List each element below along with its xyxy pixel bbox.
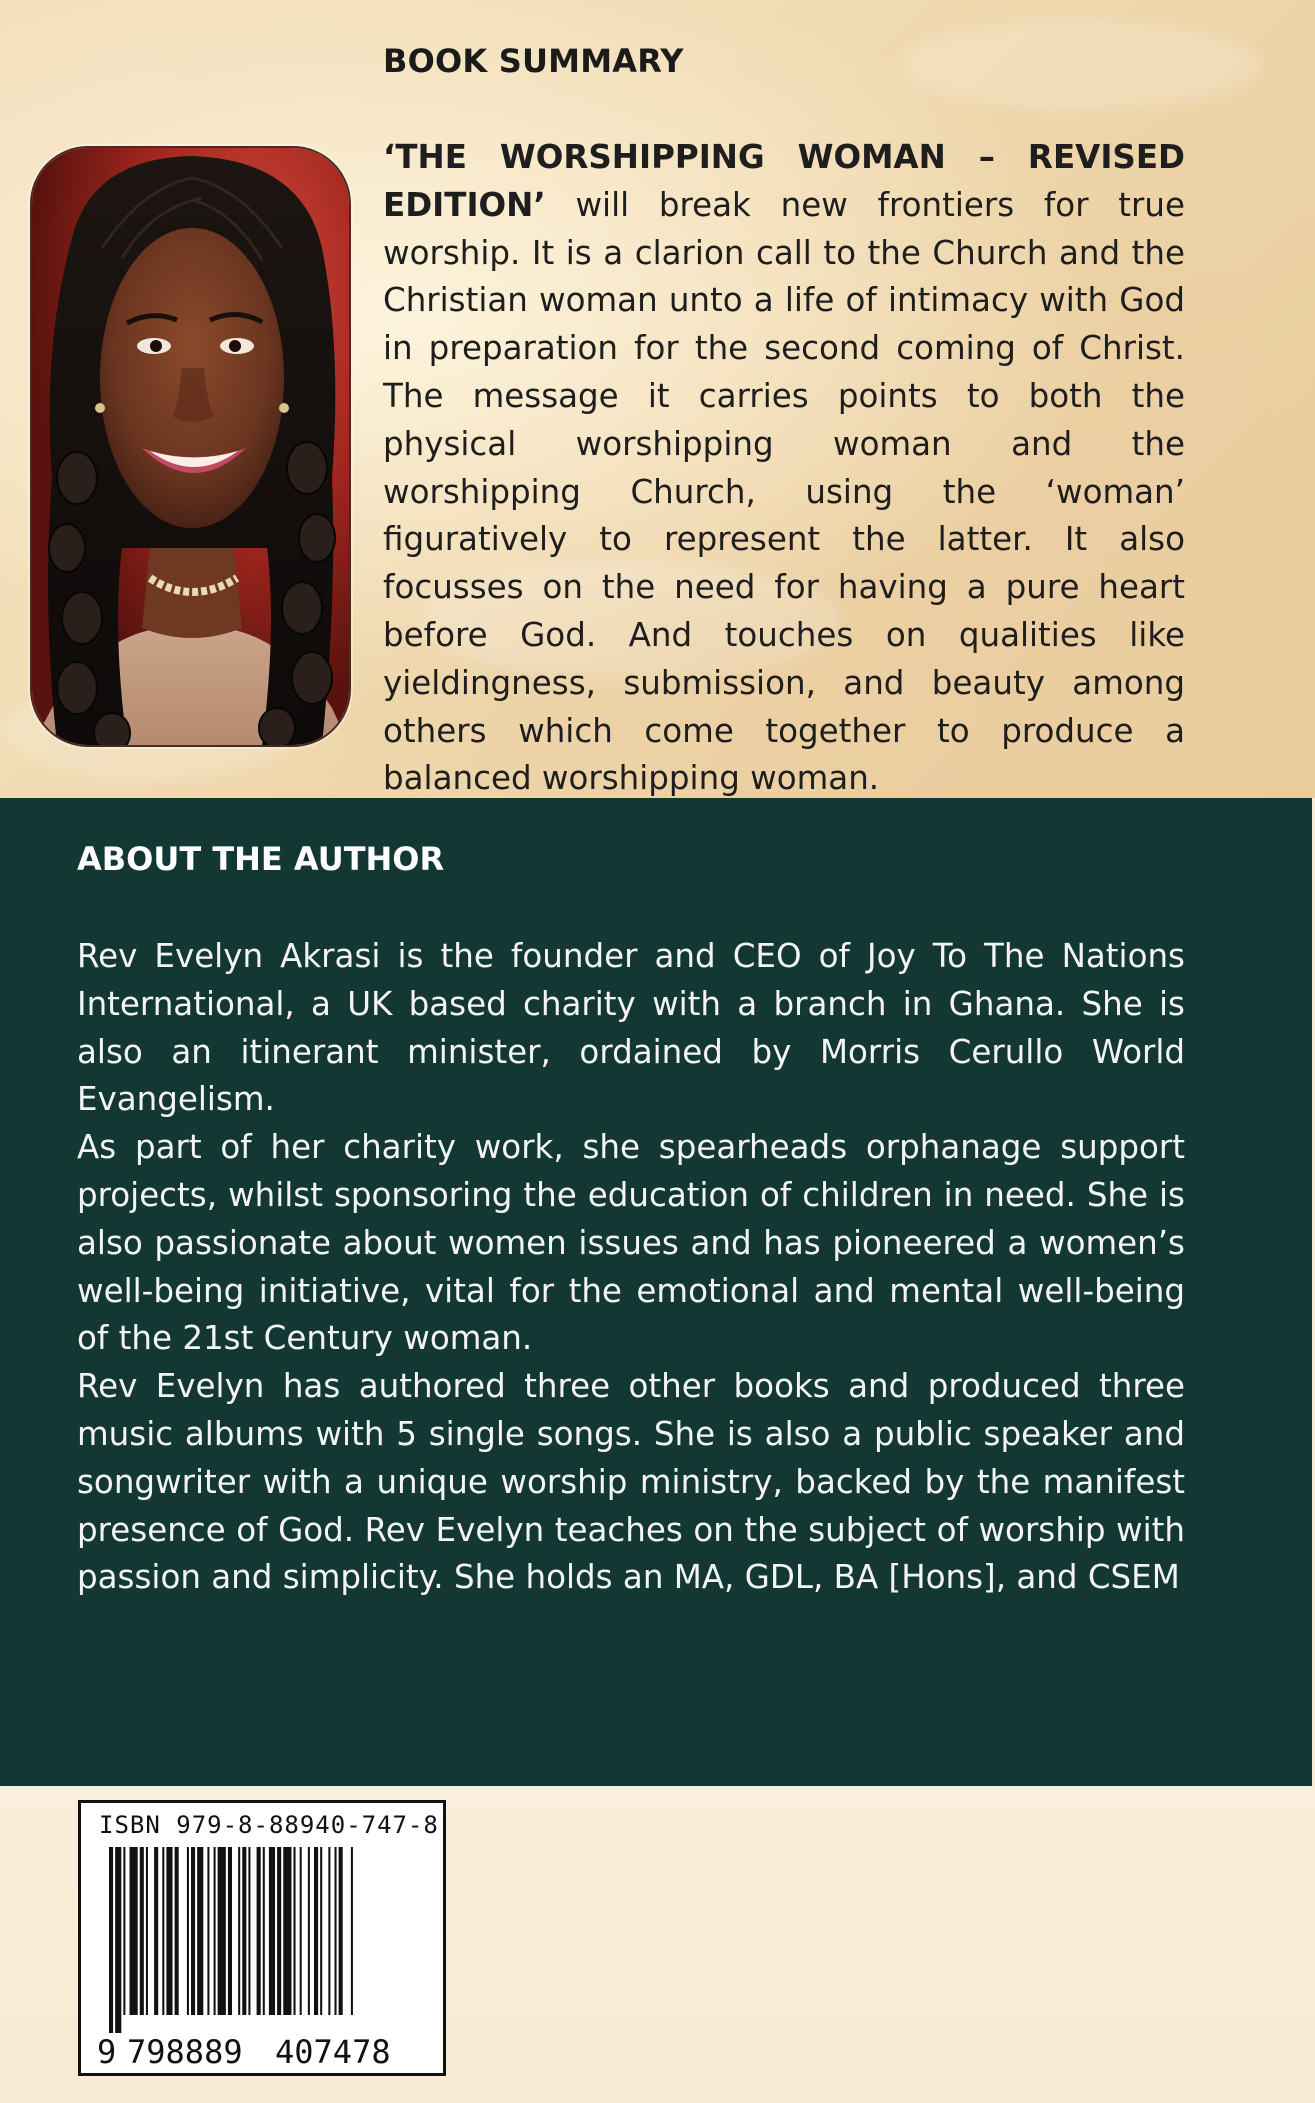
author-bio-paragraph: Rev Evelyn has authored three other books and produced three music albums with 5 single songs. She is also a public speaker and songwriter with a unique worship ministry, backed by the manifest presence of God. Rev Evelyn teaches on the subject of worship with passion and simplicity. She holds an MA, GDL, BA [Hons], and CSEM — [77, 1367, 1185, 1597]
barcode-bar — [140, 1847, 144, 2015]
barcode-bar — [197, 1847, 203, 2015]
barcode-bar — [294, 1847, 296, 2015]
barcode-lead-digit: 9 — [97, 2033, 117, 2071]
barcode-section — [0, 1786, 1315, 2103]
barcode-bar — [166, 1847, 172, 2015]
barcode-bar — [214, 1847, 216, 2015]
barcode-bar — [146, 1847, 148, 2015]
book-summary-heading: BOOK SUMMARY — [383, 42, 684, 80]
about-author-section — [0, 798, 1312, 1786]
isbn-label: ISBN 979-8-88940-747-8 — [99, 1811, 439, 1839]
barcode-bar — [162, 1847, 164, 2015]
barcode-bars — [109, 1847, 415, 2033]
barcode-bar — [109, 1847, 113, 2033]
barcode-bar — [248, 1847, 250, 2015]
about-author-heading: ABOUT THE AUTHOR — [77, 840, 445, 878]
barcode-bar — [351, 1847, 353, 2015]
author-bio — [77, 933, 1185, 1602]
barcode-bar — [130, 1847, 138, 2015]
barcode-bar — [335, 1847, 337, 2015]
barcode-bar — [257, 1847, 261, 2015]
author-portrait — [30, 146, 351, 747]
barcode-bar — [328, 1847, 330, 2015]
barcode-bar — [154, 1847, 158, 2015]
barcode-bar — [207, 1847, 209, 2015]
barcode-left-group: 798889 — [127, 2033, 243, 2071]
barcode-bar — [191, 1847, 195, 2015]
author-bio-paragraph: As part of her charity work, she spearheads orphanage support projects, whilst sponsoring the education of children in need. She is also passionate about women issues and has pioneered a women’s well-being initiative, vital for the emotional and mental well-being of the 21st Century woman. — [77, 1128, 1185, 1358]
book-summary-section — [0, 0, 1315, 798]
barcode-bar — [269, 1847, 275, 2015]
book-summary-text — [383, 134, 1185, 803]
barcode-bar — [115, 1847, 121, 2033]
barcode-bar — [187, 1847, 189, 2015]
barcode-bar — [123, 1847, 125, 2015]
barcode-bar — [300, 1847, 302, 2015]
isbn-barcode — [78, 1800, 446, 2076]
barcode-bar — [218, 1847, 226, 2015]
parchment-texture — [900, 20, 1260, 110]
barcode-bar — [277, 1847, 281, 2015]
barcode-bar — [242, 1847, 246, 2015]
barcode-bar — [320, 1847, 322, 2015]
book-title: ‘THE WORSHIPPING WOMAN – REVISED EDITION’ — [383, 138, 1185, 224]
book-summary-body: will break new frontiers for true worship. It is a clarion call to the Church and the Christian woman unto a life of intimacy with God in preparation for the second coming of Christ. The message it carries points to both the physical worshipping woman and the worshipping Church, using the ‘woman’ figuratively to represent the latter. It also focusses on the need for having a pure heart before God. And touches on qualities like yieldingness, submission, and beauty among others which come together to produce a balanced worshipping woman. — [383, 185, 1185, 798]
barcode-bar — [263, 1847, 265, 2015]
barcode-bar — [314, 1847, 318, 2015]
barcode-bar — [283, 1847, 291, 2015]
barcode-bar — [228, 1847, 232, 2015]
barcode-bar — [308, 1847, 310, 2015]
author-portrait-photo — [32, 148, 349, 745]
barcode-right-group: 407478 — [275, 2033, 391, 2071]
author-bio-paragraph: Rev Evelyn Akrasi is the founder and CEO of Joy To The Nations International, a UK based charity with a branch in Ghana. She is also an itinerant minister, ordained by Morris Cerullo World Evangelism. — [77, 937, 1185, 1119]
barcode-bar — [339, 1847, 343, 2015]
barcode-bar — [238, 1847, 240, 2015]
barcode-bar — [175, 1847, 179, 2015]
